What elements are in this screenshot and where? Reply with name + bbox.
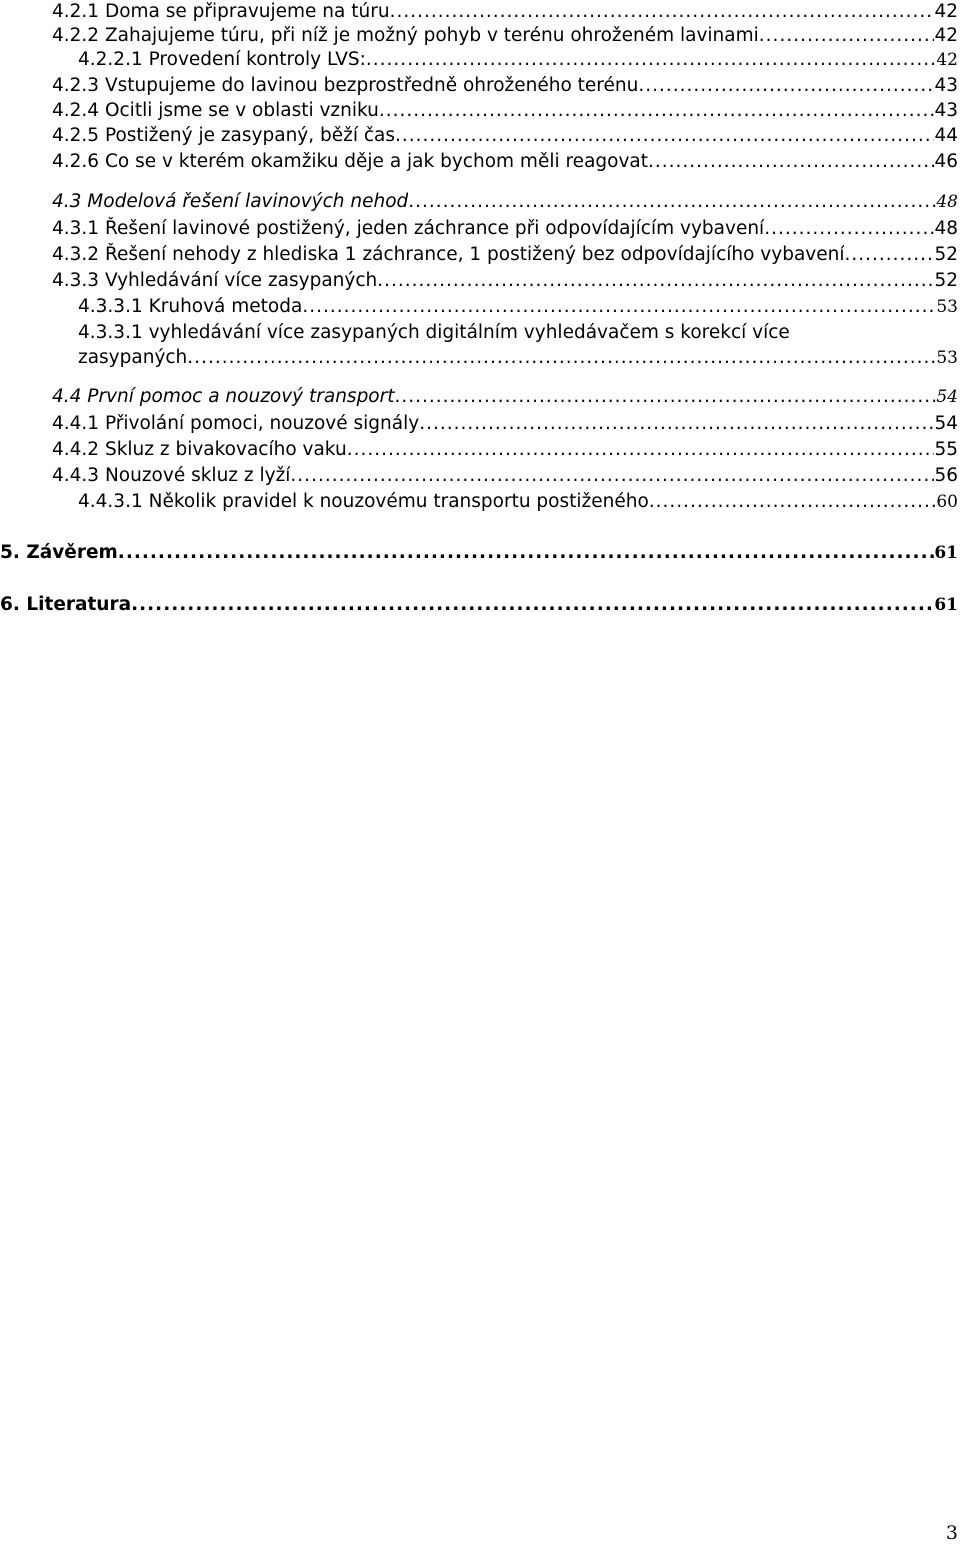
toc-entry[interactable] <box>0 295 960 319</box>
toc-entry-page: 54 <box>934 413 958 434</box>
toc-leader-dots <box>649 490 937 514</box>
toc-entry-title: 4.4.1 Přivolání pomoci, nouzové signály <box>52 413 420 434</box>
toc-entry[interactable] <box>0 438 960 462</box>
page-number: 3 <box>945 1522 958 1544</box>
toc-entry-page: 46 <box>934 151 958 172</box>
toc-entry[interactable] <box>0 243 960 267</box>
toc-entry-page: 44 <box>934 125 958 146</box>
toc-entry-title: 4.4.3.1 Několik pravidel k nouzovému transportu postiženého <box>78 491 649 512</box>
toc-entry-title: 4.3.3 Vyhledávání více zasypaných <box>52 270 378 291</box>
toc-leader-dots <box>366 48 936 72</box>
toc-entry[interactable] <box>0 48 960 72</box>
toc-leader-dots <box>408 190 936 214</box>
toc-entry-page: 61 <box>934 595 958 615</box>
toc-entry-title: 4.4 První pomoc a nouzový transport <box>52 386 395 407</box>
toc-entry-page: 42 <box>934 1 958 22</box>
toc-entry-page: 54 <box>936 387 958 407</box>
toc-leader-dots <box>131 593 934 617</box>
toc-entry-page: 43 <box>934 100 958 121</box>
toc-leader-dots <box>187 346 936 370</box>
toc-entry-title: 4.2.3 Vstupujeme do lavinou bezprostředně ohroženého terénu <box>52 75 639 96</box>
toc-entry-page: 55 <box>934 439 958 460</box>
toc-leader-dots <box>302 295 936 319</box>
toc-entry[interactable] <box>0 190 960 214</box>
toc-entry-title: 4.2.5 Postižený je zasypaný, běží čas <box>52 125 395 146</box>
toc-entry-title: 4.3.2 Řešení nehody z hlediska 1 záchrance, 1 postižený bez odpovídajícího vybavení <box>52 244 845 265</box>
toc-entry-title-line1: 4.3.3.1 vyhledávání více zasypaných digitálním vyhledávačem s korekcí více <box>78 322 790 343</box>
toc-entry[interactable] <box>0 24 960 48</box>
toc-entry-title: 4.4.3 Nouzové skluz z lyží <box>52 465 291 486</box>
toc-entry-title: 4.2.2 Zahajujeme túru, při níž je možný pohyb v terénu ohroženém lavinami <box>52 25 759 46</box>
toc-entry-page: 53 <box>936 297 958 317</box>
toc-entry[interactable] <box>0 346 960 370</box>
toc-entry-page: 60 <box>936 492 958 512</box>
toc-leader-dots <box>419 412 934 436</box>
toc-entry[interactable] <box>0 124 960 148</box>
toc-entry-page: 56 <box>934 465 958 486</box>
toc-leader-dots <box>290 464 934 488</box>
toc-entry[interactable] <box>0 217 960 241</box>
toc-entry-title: 4.3.1 Řešení lavinové postižený, jeden záchrance při odpovídajícím vybavení <box>52 218 765 239</box>
toc-entry-title: 4.2.1 Doma se připravujeme na túru <box>52 1 390 22</box>
toc-entry-page: 48 <box>934 218 958 239</box>
toc-entry[interactable] <box>0 74 960 98</box>
toc-entry-title: 4.3 Modelová řešení lavinových nehod <box>52 191 409 212</box>
toc-entry-page: 52 <box>934 244 958 265</box>
toc-leader-dots <box>764 217 934 241</box>
toc-entry-page: 61 <box>934 543 958 563</box>
toc-leader-dots <box>377 269 934 293</box>
toc-entry-page: 43 <box>934 75 958 96</box>
toc-leader-dots <box>390 0 935 24</box>
toc-leader-dots <box>759 24 935 48</box>
toc-leader-dots <box>347 438 935 462</box>
toc-leader-dots <box>118 541 935 565</box>
toc-leader-dots <box>648 150 934 174</box>
toc-leader-dots <box>844 243 934 267</box>
toc-entry-title: 6. Literatura <box>0 594 132 615</box>
toc-entry[interactable] <box>0 269 960 293</box>
toc-entry-page: 42 <box>934 25 958 46</box>
toc-entry-title: 4.2.2.1 Provedení kontroly LVS: <box>78 49 366 70</box>
toc-leader-dots <box>638 74 934 98</box>
toc-entry-page: 52 <box>934 270 958 291</box>
toc-entry-title-line2: zasypaných <box>78 347 188 368</box>
toc-leader-dots <box>395 124 934 148</box>
toc-entry[interactable] <box>0 541 960 565</box>
toc-entry-title: 4.4.2 Skluz z bivakovacího vaku <box>52 439 347 460</box>
toc-entry[interactable] <box>0 150 960 174</box>
toc-entry[interactable] <box>0 593 960 617</box>
toc-leader-dots <box>379 99 935 123</box>
toc-entry[interactable] <box>0 99 960 123</box>
toc-entry-title: 4.2.6 Co se v kterém okamžiku děje a jak bychom měli reagovat <box>52 151 649 172</box>
toc-entry[interactable] <box>0 0 960 24</box>
toc-entry[interactable] <box>0 412 960 436</box>
toc-entry-title: 5. Závěrem <box>0 542 118 563</box>
toc-entry-page: 48 <box>936 192 958 212</box>
toc-entry[interactable] <box>0 464 960 488</box>
toc-entry[interactable] <box>0 490 960 514</box>
toc-entry-page: 42 <box>936 50 958 70</box>
toc-entry[interactable] <box>0 385 960 409</box>
toc-entry-page: 53 <box>936 348 958 368</box>
toc-entry-title: 4.3.3.1 Kruhová metoda <box>78 296 303 317</box>
toc-leader-dots <box>395 385 937 409</box>
toc-entry-title: 4.2.4 Ocitli jsme se v oblasti vzniku <box>52 100 379 121</box>
